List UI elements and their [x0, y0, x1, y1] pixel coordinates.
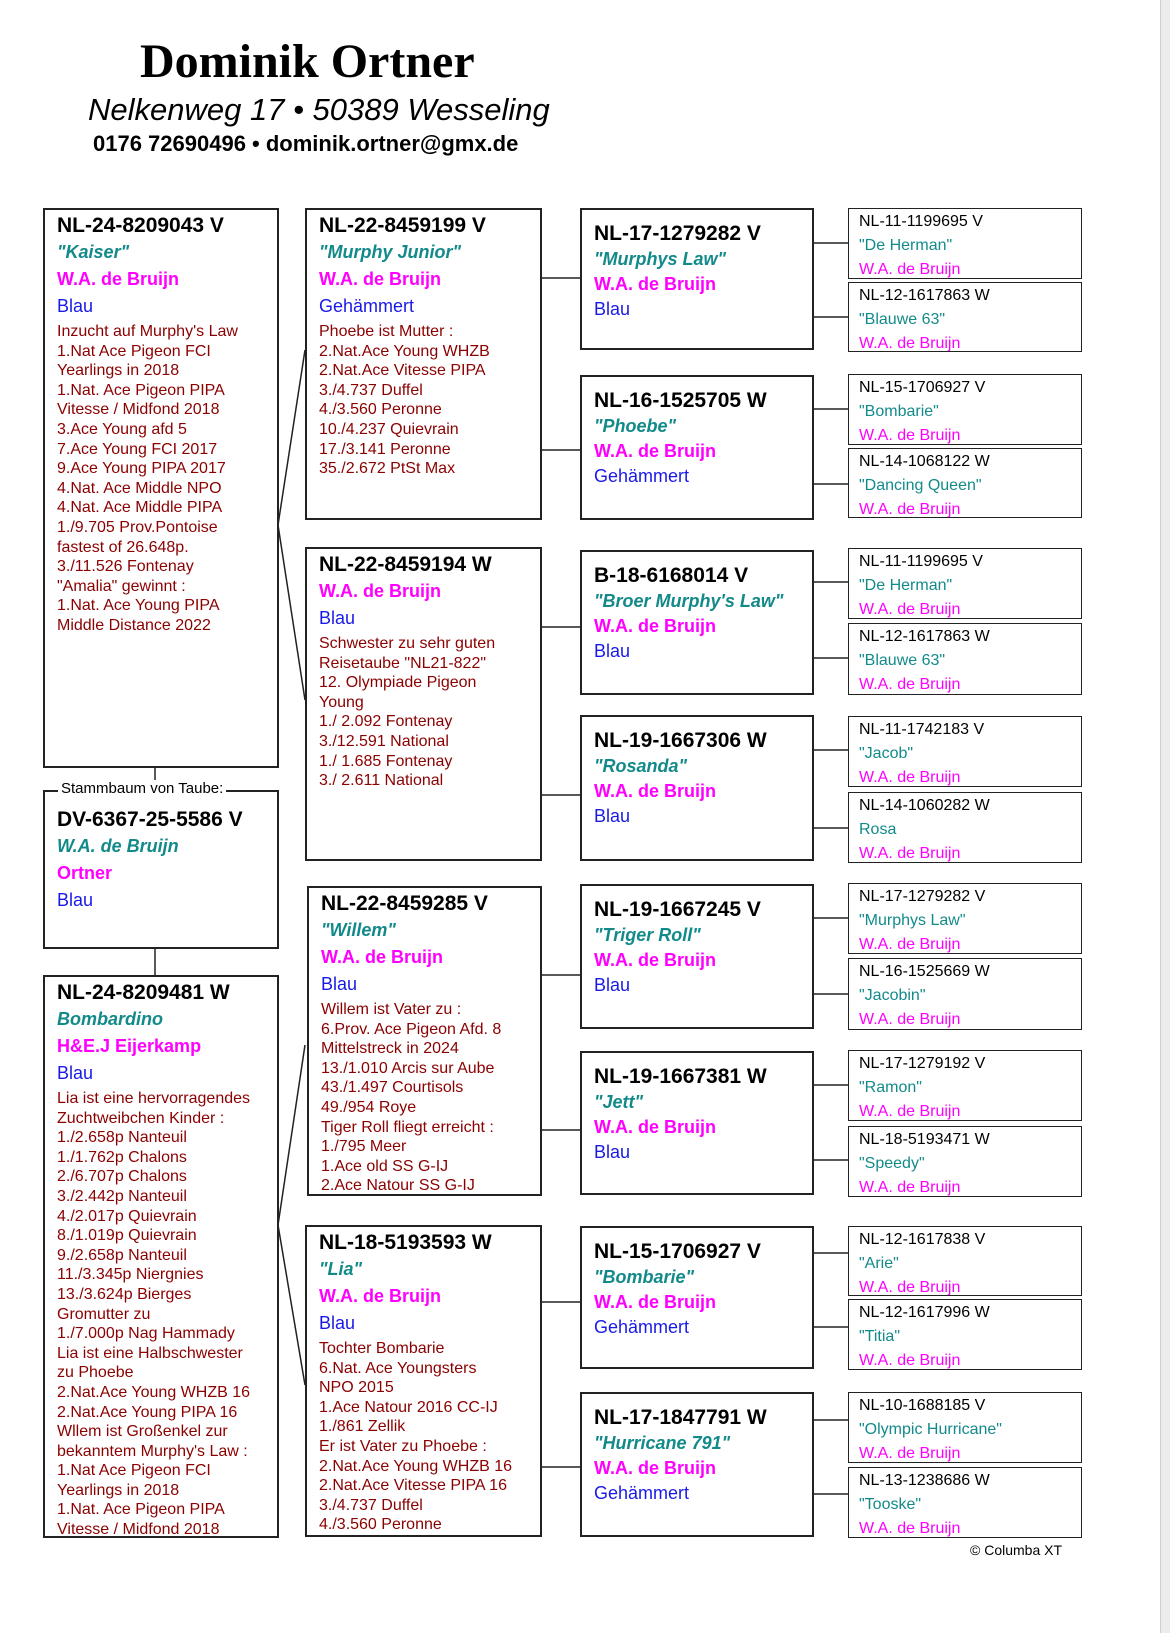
grandparent-notes	[321, 1000, 540, 1196]
ggp-ring: NL-17-1279282 V	[594, 222, 761, 245]
note-line: Er ist Vater zu Phoebe :	[319, 1437, 487, 1455]
ggg-ring: NL-12-1617863 W	[859, 287, 990, 304]
note-line: 35./2.672 PtSt Max	[319, 460, 456, 478]
ggg-breeder: W.A. de Bruijn	[859, 676, 961, 693]
note-line: Middle Distance 2022	[57, 616, 211, 634]
great-grandparent-box	[580, 1392, 814, 1537]
note-line: "Amalia" gewinnt :	[57, 577, 186, 595]
note-line: 3./2.442p Nanteuil	[57, 1187, 187, 1205]
ggg-ring: NL-16-1525669 W	[859, 963, 990, 980]
grandparent-box	[305, 208, 542, 520]
grandparent-color: Blau	[321, 974, 358, 994]
ggg-box	[848, 958, 1082, 1030]
ggp-breeder: W.A. de Bruijn	[594, 950, 717, 970]
note-line: Phoebe ist Mutter :	[319, 323, 454, 340]
note-line: 1./ 2.092 Fontenay	[319, 713, 453, 731]
subject-ring: DV-6367-25-5586 V	[57, 808, 243, 831]
owner-address: Nelkenweg 17 • 50389 Wesseling	[88, 92, 550, 127]
ggg-nick: "Jacob"	[859, 745, 914, 762]
ggg-box	[848, 374, 1082, 445]
ggg-ring: NL-17-1279192 V	[859, 1055, 986, 1072]
note-line: 1./861 Zellik	[319, 1418, 406, 1436]
note-line: 2.Nat.Ace Young WHZB	[319, 342, 490, 360]
note-line: Vitesse / Midfond 2018	[57, 1521, 220, 1538]
ggp-ring: NL-15-1706927 V	[594, 1240, 761, 1263]
note-line: Mittelstreck in 2024	[321, 1040, 459, 1058]
note-line: 13./3.624p Bierges	[57, 1285, 192, 1303]
ggp-ring: NL-16-1525705 W	[594, 389, 767, 412]
ggp-ring: NL-17-1847791 W	[594, 1406, 767, 1429]
dam-box	[43, 975, 279, 1538]
ggg-nick: "Tooske"	[859, 1496, 922, 1513]
ggp-nick: "Triger Roll"	[594, 925, 701, 945]
ggp-breeder: W.A. de Bruijn	[594, 616, 717, 636]
great-grandparent-box	[580, 1226, 814, 1369]
note-line: 3./12.591 National	[319, 732, 449, 750]
grandparent-notes	[319, 322, 540, 479]
ggg-ring: NL-11-1199695 V	[859, 213, 983, 230]
note-line: Zuchtweibchen Kinder :	[57, 1109, 225, 1127]
ggg-ring: NL-15-1706927 V	[859, 379, 986, 396]
ggg-nick: "Speedy"	[859, 1155, 925, 1172]
grandparent-box	[307, 886, 542, 1196]
note-line: Young	[319, 693, 364, 711]
owner-name: Dominik Ortner	[140, 35, 475, 88]
note-line: 12. Olympiade Pigeon	[319, 674, 477, 692]
ggg-box	[848, 1126, 1082, 1197]
note-line: 2./6.707p Chalons	[57, 1168, 187, 1186]
ggg-breeder: W.A. de Bruijn	[859, 261, 961, 278]
grandparent-color: Blau	[319, 1313, 356, 1333]
note-line: Willem ist Vater zu :	[321, 1001, 462, 1018]
grandparent-box	[305, 1225, 542, 1537]
ggg-nick: "Blauwe 63"	[859, 652, 946, 669]
ggg-box	[848, 1226, 1082, 1296]
dam-ring: NL-24-8209481 W	[57, 981, 230, 1004]
note-line: 3./ 2.611 National	[319, 772, 444, 790]
ggg-breeder: W.A. de Bruijn	[859, 845, 961, 862]
subject-label: Stammbaum von Taube:	[58, 780, 226, 797]
sire-ring: NL-24-8209043 V	[57, 214, 224, 237]
ggg-nick: "Titia"	[859, 1328, 900, 1345]
ggg-ring: NL-11-1742183 V	[859, 721, 985, 738]
grandparent-breeder: W.A. de Bruijn	[319, 1286, 442, 1306]
note-line: 17./3.141 Peronne	[319, 440, 451, 458]
note-line: 1./795 Meer	[321, 1138, 407, 1156]
ggg-box	[848, 1050, 1082, 1121]
note-line: fastest of 26.648p.	[57, 538, 189, 556]
ggg-breeder: W.A. de Bruijn	[859, 1179, 961, 1196]
ggg-nick: "Arie"	[859, 1255, 899, 1272]
great-grandparent-box	[580, 1051, 814, 1195]
ggg-ring: NL-18-5193471 W	[859, 1131, 990, 1148]
note-line: 3./11.526 Fontenay	[57, 558, 194, 576]
ggg-box	[848, 548, 1082, 619]
ggp-breeder: W.A. de Bruijn	[594, 441, 717, 461]
note-line: 1./ 1.685 Fontenay	[319, 752, 453, 770]
note-line: zu Phoebe	[57, 1364, 134, 1382]
ggp-color: Gehämmert	[594, 466, 690, 486]
sire-breeder: W.A. de Bruijn	[57, 269, 180, 289]
dam-breeder: H&E.J Eijerkamp	[57, 1036, 202, 1056]
ggg-ring: NL-10-1688185 V	[859, 1397, 986, 1414]
ggg-breeder: W.A. de Bruijn	[859, 1011, 961, 1028]
ggg-breeder: W.A. de Bruijn	[859, 1520, 961, 1537]
note-line: 4.Nat. Ace Middle PIPA	[57, 499, 223, 517]
ggg-ring: NL-14-1068122 W	[859, 453, 990, 470]
great-grandparent-box	[580, 715, 814, 861]
note-line: 1.Nat. Ace Young PIPA	[57, 597, 220, 615]
ggp-breeder: W.A. de Bruijn	[594, 274, 717, 294]
note-line: Gromutter zu	[57, 1305, 151, 1323]
dam-notes	[57, 1089, 277, 1538]
ggp-breeder: W.A. de Bruijn	[594, 1458, 717, 1478]
note-line: 8./1.019p Quievrain	[57, 1227, 197, 1245]
dam-color: Blau	[57, 1063, 94, 1083]
grandparent-color: Blau	[319, 608, 356, 628]
ggp-ring: NL-19-1667245 V	[594, 898, 761, 921]
note-line: 1.Nat. Ace Pigeon PIPA	[57, 381, 225, 399]
grandparent-ring: NL-22-8459199 V	[319, 214, 486, 237]
grandparent-ring: NL-22-8459285 V	[321, 892, 488, 915]
ggg-ring: NL-12-1617838 V	[859, 1231, 986, 1248]
ggp-nick: "Hurricane 791"	[594, 1433, 731, 1453]
grandparent-breeder: W.A. de Bruijn	[319, 581, 442, 601]
note-line: 1.Ace Natour 2016 CC-IJ	[319, 1398, 498, 1416]
ggp-color: Blau	[594, 806, 631, 826]
sire-color: Blau	[57, 296, 94, 316]
ggg-nick: "Dancing Queen"	[859, 477, 982, 494]
note-line: Wllem ist Großenkel zur	[57, 1423, 228, 1441]
ggg-nick: "Blauwe 63"	[859, 311, 946, 328]
note-line: Lia ist eine hervorragendes	[57, 1090, 251, 1107]
ggg-nick: "De Herman"	[859, 237, 953, 254]
note-line: 49./954 Roye	[321, 1098, 417, 1116]
ggg-ring: NL-14-1060282 W	[859, 797, 990, 814]
note-line: 1./2.658p Nanteuil	[57, 1129, 187, 1147]
note-line: 4./3.560 Peronne	[319, 1516, 442, 1534]
note-line: 13./1.010 Arcis sur Aube	[321, 1059, 495, 1077]
ggp-color: Blau	[594, 975, 631, 995]
sire-notes	[57, 322, 277, 636]
subject-nick: W.A. de Bruijn	[57, 836, 179, 856]
note-line: Reisetaube "NL21-822"	[319, 654, 487, 672]
ggg-breeder: W.A. de Bruijn	[859, 1103, 961, 1120]
great-grandparent-box	[580, 375, 814, 520]
ggg-breeder: W.A. de Bruijn	[859, 335, 961, 352]
note-line: 4./2.017p Quievrain	[57, 1207, 197, 1225]
ggg-breeder: W.A. de Bruijn	[859, 501, 961, 518]
ggg-breeder: W.A. de Bruijn	[859, 601, 961, 618]
dam-nick: Bombardino	[57, 1009, 163, 1029]
sire-nick: "Kaiser"	[57, 242, 130, 262]
ggp-ring: NL-19-1667381 W	[594, 1065, 767, 1088]
ggp-color: Blau	[594, 1142, 631, 1162]
note-line: Yearlings in 2018	[57, 1481, 180, 1499]
grandparent-breeder: W.A. de Bruijn	[321, 947, 444, 967]
note-line: 3./4.737 Duffel	[319, 1496, 423, 1514]
ggp-nick: "Murphys Law"	[594, 249, 727, 269]
ggg-nick: "Murphys Law"	[859, 912, 966, 929]
ggp-nick: "Phoebe"	[594, 416, 677, 436]
ggg-ring: NL-12-1617863 W	[859, 628, 990, 645]
ggp-breeder: W.A. de Bruijn	[594, 781, 717, 801]
note-line: Yearlings in 2018	[57, 362, 180, 380]
note-line: NPO 2015	[319, 1379, 394, 1397]
note-line: Vitesse / Midfond 2018	[57, 401, 220, 419]
ggg-box	[848, 883, 1082, 954]
ggg-ring: NL-12-1617996 W	[859, 1304, 990, 1321]
ggg-box	[848, 448, 1082, 518]
note-line: 3.Ace Young afd 5	[57, 420, 187, 438]
ggg-nick: "De Herman"	[859, 577, 953, 594]
grandparent-nick: "Lia"	[319, 1259, 363, 1279]
ggp-color: Blau	[594, 641, 631, 661]
note-line: Tochter Bombarie	[319, 1340, 445, 1357]
note-line: 1./9.705 Prov.Pontoise	[57, 518, 218, 536]
note-line: 2.Nat.Ace Young WHZB 16	[57, 1383, 250, 1401]
note-line: 1.Ace old SS G-IJ	[321, 1157, 449, 1175]
ggg-box	[848, 623, 1082, 695]
subject-breeder: Ortner	[57, 863, 113, 883]
ggg-breeder: W.A. de Bruijn	[859, 936, 961, 953]
note-line: bekanntem Murphy's Law :	[57, 1442, 248, 1460]
ggg-box	[848, 1392, 1082, 1463]
note-line: 9./2.658p Nanteuil	[57, 1246, 187, 1264]
note-line: Lia ist eine Halbschwester	[57, 1344, 243, 1362]
note-line: 1./7.000p Nag Hammady	[57, 1325, 235, 1343]
note-line: 4./3.560 Peronne	[319, 401, 442, 419]
note-line: 1.Nat. Ace Pigeon PIPA	[57, 1501, 225, 1519]
ggg-box	[848, 1467, 1082, 1538]
note-line: 2.Ace Natour SS G-IJ	[321, 1177, 475, 1195]
ggp-breeder: W.A. de Bruijn	[594, 1117, 717, 1137]
ggg-ring: NL-13-1238686 W	[859, 1472, 990, 1489]
copyright-footer: © Columba XT	[970, 1542, 1063, 1558]
grandparent-ring: NL-18-5193593 W	[319, 1231, 492, 1254]
grandparent-breeder: W.A. de Bruijn	[319, 269, 442, 289]
sire-box	[43, 208, 279, 768]
ggg-breeder: W.A. de Bruijn	[859, 1445, 961, 1462]
ggp-ring: NL-19-1667306 W	[594, 729, 767, 752]
ggp-nick: "Bombarie"	[594, 1267, 695, 1287]
grandparent-notes	[319, 634, 540, 791]
ggp-color: Gehämmert	[594, 1317, 690, 1337]
grandparent-color: Gehämmert	[319, 296, 415, 316]
note-line: 43./1.497 Courtisols	[321, 1079, 464, 1097]
great-grandparent-box	[580, 884, 814, 1029]
ggp-breeder: W.A. de Bruijn	[594, 1292, 717, 1312]
ggg-ring: NL-11-1199695 V	[859, 553, 983, 570]
ggg-nick: "Jacobin"	[859, 987, 926, 1004]
note-line: 6.Nat. Ace Youngsters	[319, 1359, 477, 1377]
subject-color: Blau	[57, 890, 94, 910]
grandparent-notes	[319, 1339, 540, 1535]
great-grandparent-box	[580, 208, 814, 350]
ggg-nick: Rosa	[859, 821, 897, 838]
ggg-box	[848, 208, 1082, 279]
note-line: 2.Nat.Ace Young WHZB 16	[319, 1457, 512, 1475]
ggg-breeder: W.A. de Bruijn	[859, 1352, 961, 1369]
note-line: 1.Nat Ace Pigeon FCI	[57, 1462, 211, 1480]
ggp-nick: "Rosanda"	[594, 756, 688, 776]
ggg-ring: NL-17-1279282 V	[859, 888, 986, 905]
note-line: 10./4.237 Quievrain	[319, 420, 459, 438]
ggg-box	[848, 792, 1082, 863]
note-line: Schwester zu sehr guten	[319, 635, 496, 652]
grandparent-box	[305, 547, 542, 861]
note-line: Tiger Roll fliegt erreicht :	[321, 1118, 494, 1136]
ggg-breeder: W.A. de Bruijn	[859, 1279, 961, 1296]
note-line: 1./1.762p Chalons	[57, 1148, 187, 1166]
great-grandparent-box	[580, 550, 814, 695]
ggp-color: Blau	[594, 299, 631, 319]
note-line: 6.Prov. Ace Pigeon Afd. 8	[321, 1020, 502, 1038]
note-line: 1.Nat Ace Pigeon FCI	[57, 342, 211, 360]
note-line: 11./3.345p Niergnies	[57, 1266, 204, 1284]
grandparent-nick: "Willem"	[321, 920, 396, 940]
ggg-box	[848, 716, 1082, 787]
note-line: 4.Nat. Ace Middle NPO	[57, 479, 222, 497]
note-line: 2.Nat.Ace Vitesse PIPA	[319, 362, 486, 380]
ggg-nick: "Olympic Hurricane"	[859, 1421, 1002, 1438]
ggg-breeder: W.A. de Bruijn	[859, 769, 961, 786]
ggp-nick: "Broer Murphy's Law"	[594, 591, 784, 611]
ggg-breeder: W.A. de Bruijn	[859, 427, 961, 444]
ggp-color: Gehämmert	[594, 1483, 690, 1503]
grandparent-nick: "Murphy Junior"	[319, 242, 462, 262]
note-line: 3./4.737 Duffel	[319, 381, 423, 399]
ggg-box	[848, 1299, 1082, 1370]
note-line: 7.Ace Young FCI 2017	[57, 440, 218, 458]
note-line: 9.Ace Young PIPA 2017	[57, 460, 226, 478]
owner-contact: 0176 72690496 • dominik.ortner@gmx.de	[93, 131, 519, 156]
note-line: Inzucht auf Murphy's Law	[57, 323, 238, 340]
grandparent-ring: NL-22-8459194 W	[319, 553, 492, 576]
ggp-ring: B-18-6168014 V	[594, 564, 749, 587]
ggg-box	[848, 282, 1082, 352]
subject-box	[43, 790, 279, 949]
ggp-nick: "Jett"	[594, 1092, 644, 1112]
ggg-nick: "Ramon"	[859, 1079, 922, 1096]
note-line: 2.Nat.Ace Vitesse PIPA 16	[319, 1477, 507, 1495]
note-line: 2.Nat.Ace Young PIPA 16	[57, 1403, 238, 1421]
ggg-nick: "Bombarie"	[859, 403, 939, 420]
